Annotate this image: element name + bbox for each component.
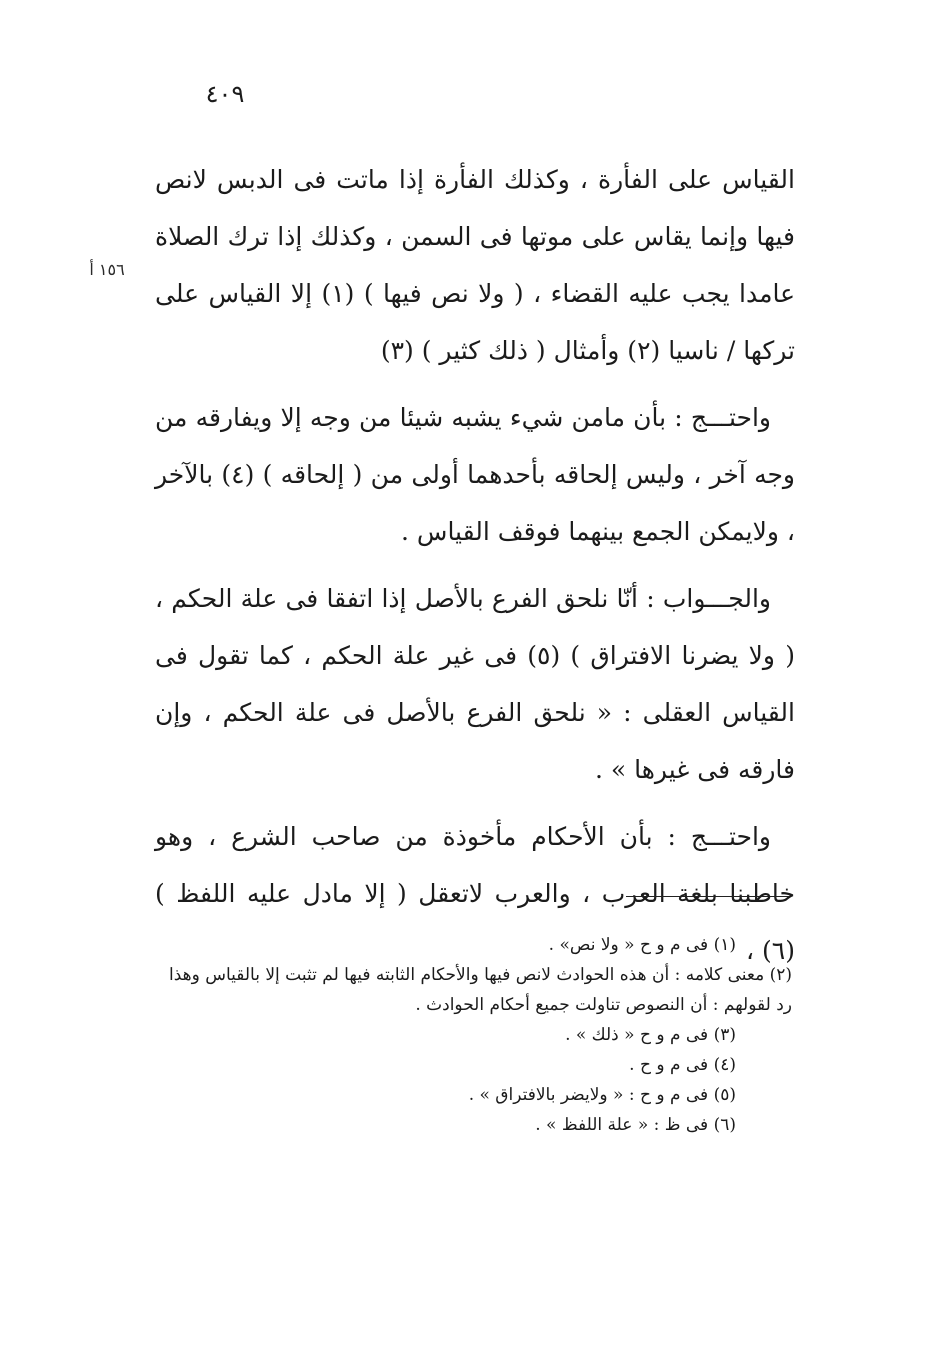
margin-folio-reference: ١٥٦ أ xyxy=(89,260,125,279)
footnote-4: (٤) فى م و ح . xyxy=(629,1055,736,1075)
paragraph-3: والجـــواب : أنّا نلحق الفرع بالأصل إذا اتفقا فى علة الحكم ، ( ولا يضرنا الافتراق ) (٥) فى غير علة الحكم ، كما تقول فى القياس العقلى : « نلحق الفرع بالأصل فى علة الحكم ، وإن فارقه فى غيرها » . xyxy=(155,584,795,784)
paragraph-1: القياس على الفأرة ، وكذلك الفأرة إذا ماتت فى الدبس لانص فيها وإنما يقاس على موتها فى السمن ، وكذلك إذا ترك الصلاة عامدا يجب عليه القضاء ، ( ولا نص فيها ) (١) إلا القياس على تركها / ناسيا (٢) وأمثال ( ذلك كثير ) (٣) xyxy=(155,165,796,365)
page-number: ٤٠٩ xyxy=(205,80,245,108)
footnotes xyxy=(150,930,792,1140)
footnote-5: (٥) فى م و ح : « ولايضر بالافتراق » . xyxy=(468,1085,736,1105)
paragraph-2: واحتـــج : بأن مامن شيء يشبه شيئا من وجه إلا ويفارقه من وجه آخر ، وليس إلحاقه بأحدهما أولى من ( إلحاقه ) (٤) بالآخر ، ولايمكن الجمع بينهما فوقف القياس . xyxy=(155,403,796,546)
footnote-6: (٦) فى ظ : « علة اللفظ » . xyxy=(535,1115,736,1135)
footnote-divider xyxy=(626,896,790,897)
footnote-3: (٣) فى م و ح « ذلك » . xyxy=(565,1025,736,1045)
footnote-2: (٢) معنى كلامه : أن هذه الحوادث لانص فيها والأحكام الثابته فيها لم تثبت إلا بالقياس وهذا رد لقولهم : أن النصوص تناولت جميع أحكام الحوادث . xyxy=(168,965,792,1015)
footnote-1: (١) فى م و ح « ولا نص» . xyxy=(548,935,736,955)
main-text xyxy=(155,151,795,979)
paragraph-4: واحتـــج : بأن الأحكام مأخوذة من صاحب الشرع ، وهو خاطبنا بلغة العرب ، والعرب لاتعقل ( إلا مادل عليه اللفظ ) (٦) ، xyxy=(155,822,795,965)
